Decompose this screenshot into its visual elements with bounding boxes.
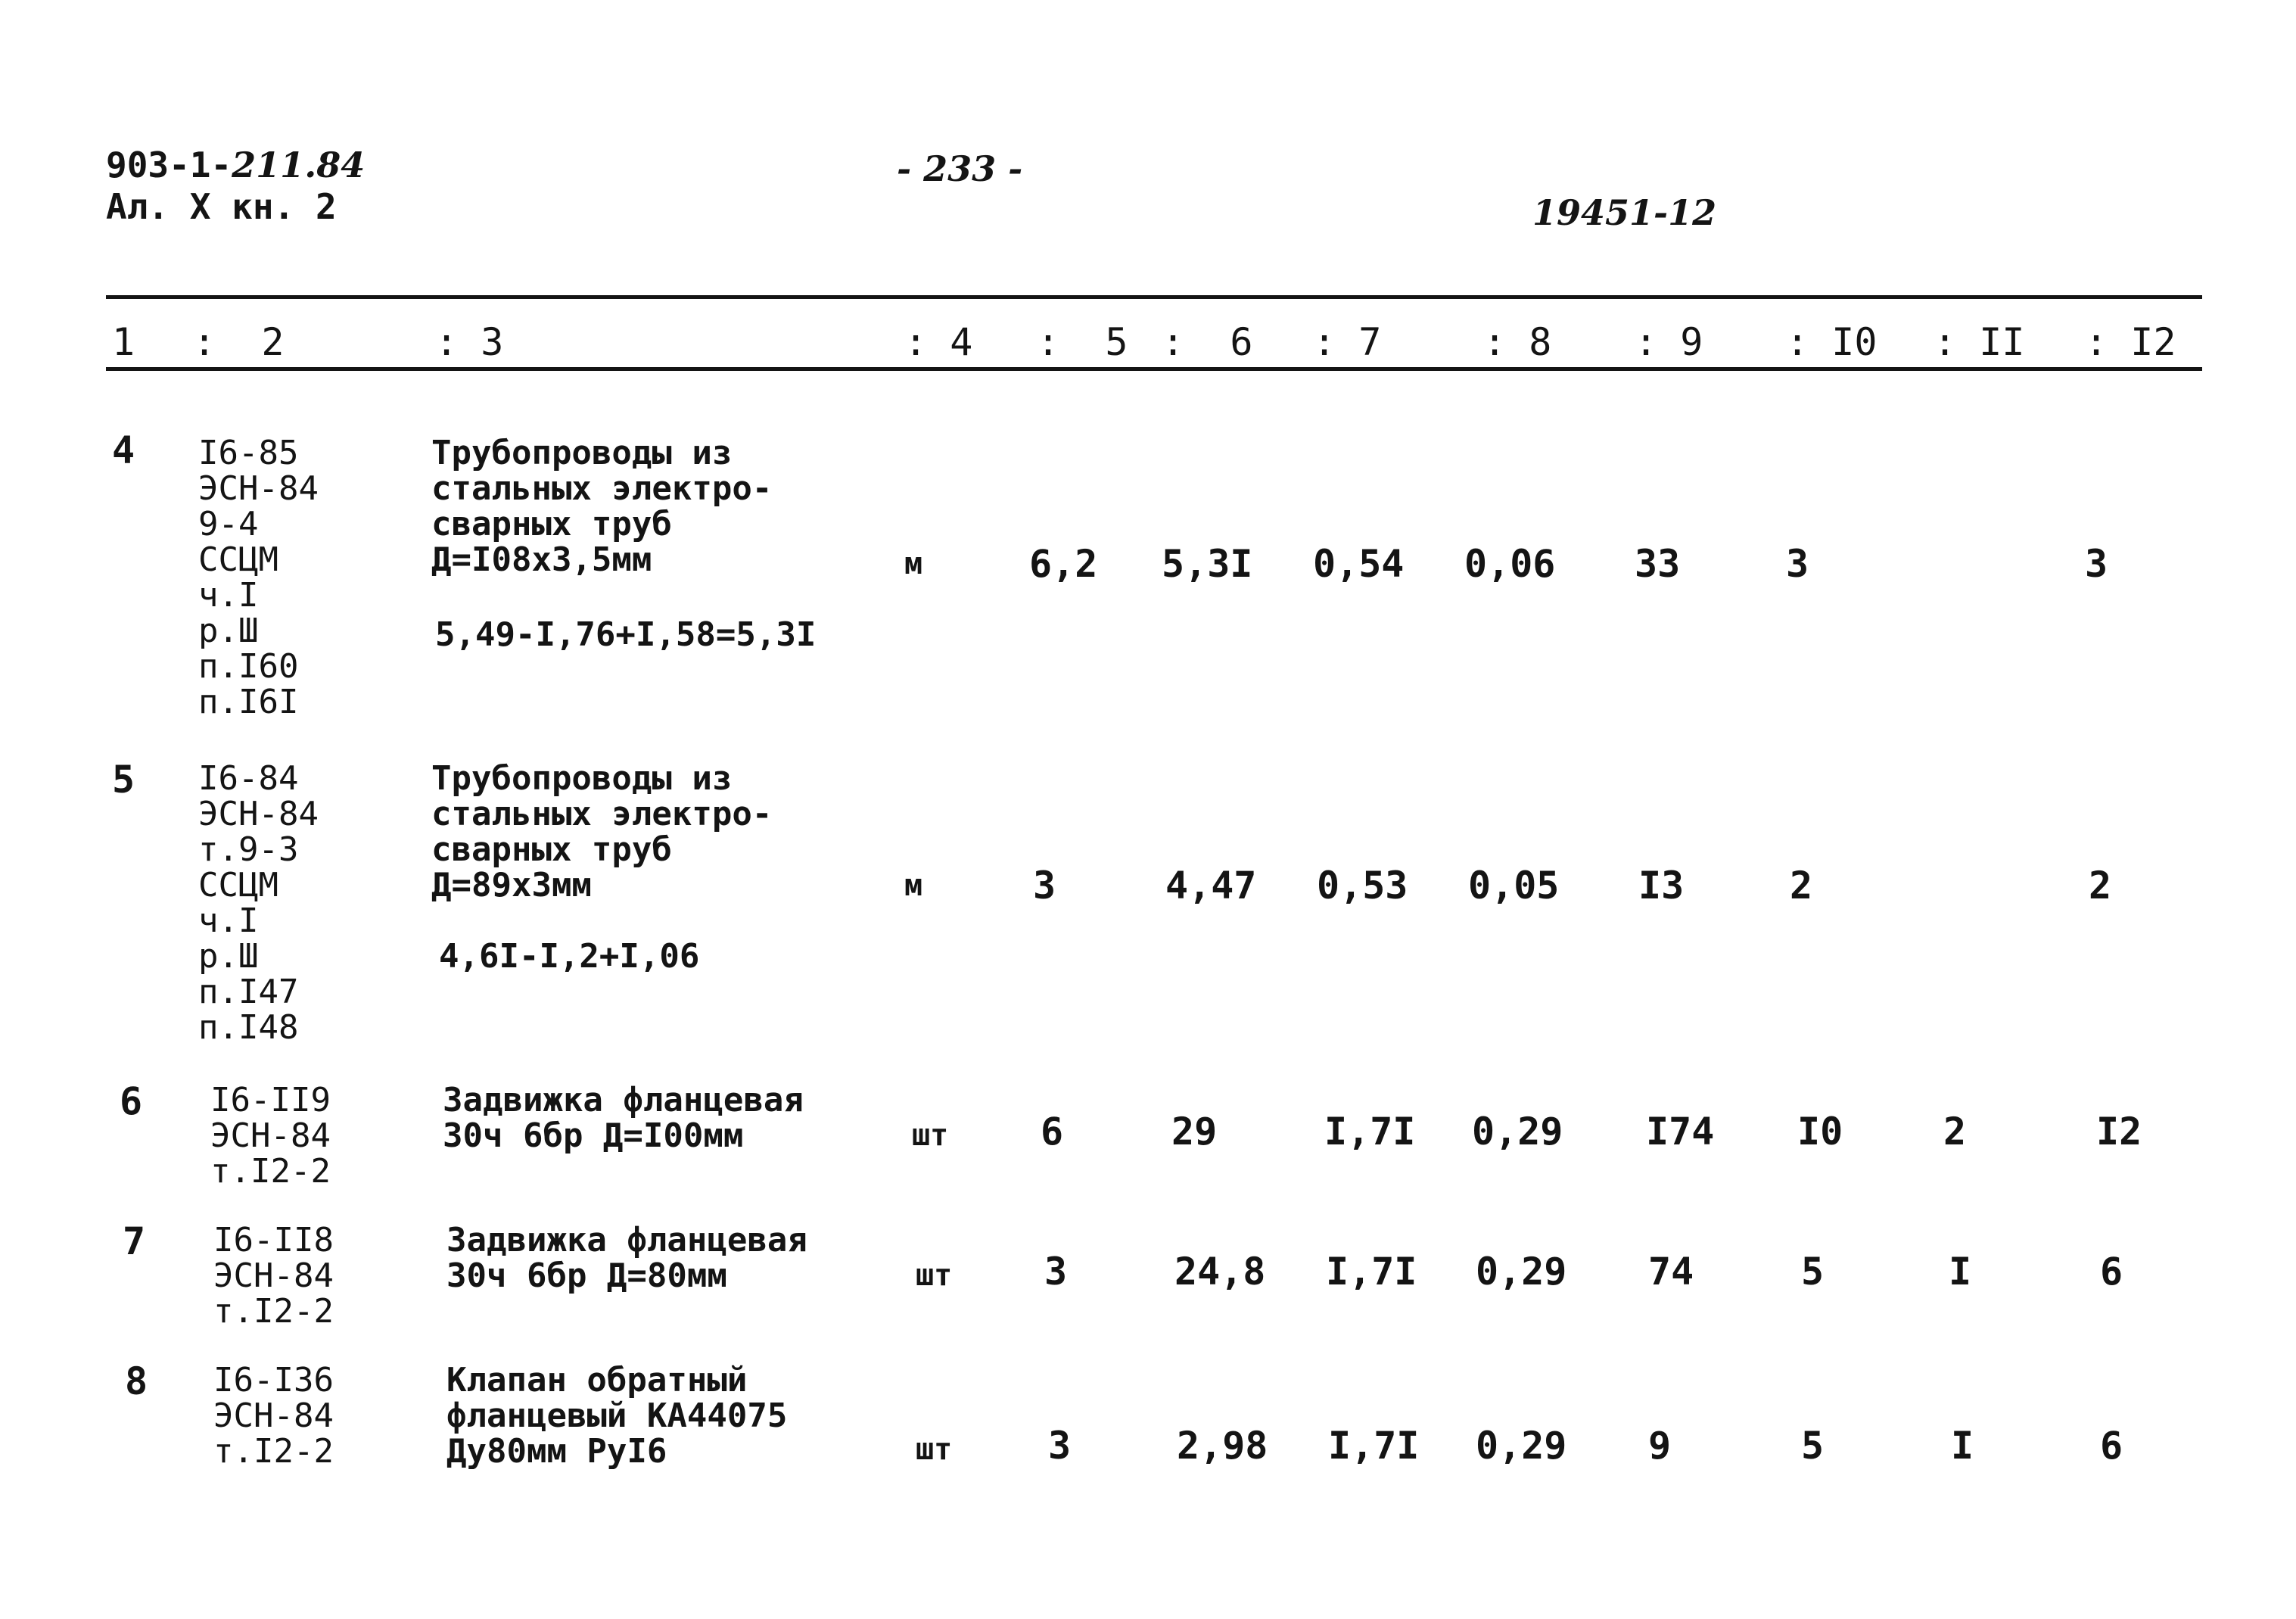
doc-code xyxy=(106,145,366,185)
row-unit: шт xyxy=(916,1258,953,1293)
row-col7: I,7I xyxy=(1326,1250,1417,1294)
row-number: 8 xyxy=(125,1359,148,1403)
row-unit: шт xyxy=(912,1118,949,1153)
column-number: 1 xyxy=(112,320,135,364)
column-number: : 4 xyxy=(904,320,973,364)
column-number: : 6 xyxy=(1162,320,1253,364)
row-formula: 5,49-I,76+I,58=5,3I xyxy=(435,615,817,654)
row-col9: 33 xyxy=(1635,542,1681,586)
row-name: Задвижка фланцевая 30ч 6бр Д=I00мм xyxy=(443,1081,804,1155)
row-col9: I3 xyxy=(1638,864,1685,908)
column-number: : 5 xyxy=(1037,320,1128,364)
column-number: : 8 xyxy=(1483,320,1552,364)
row-name: Трубопроводы из стальных электро- сварных труб Д=89х3мм xyxy=(431,759,773,904)
row-col6: 4,47 xyxy=(1165,864,1257,908)
row-col10: 5 xyxy=(1801,1424,1825,1468)
row-col7: 0,53 xyxy=(1317,864,1408,908)
row-name: Задвижка фланцевая 30ч 6бр Д=80мм xyxy=(446,1221,807,1295)
row-col5: 3 xyxy=(1048,1424,1072,1468)
row-code: I6-84 ЭСН-84 т.9-3 ССЦМ ч.I р.Ш п.I47 п.I48 xyxy=(198,759,319,1047)
row-number: 6 xyxy=(120,1079,143,1123)
row-number: 4 xyxy=(112,428,135,472)
row-code: I6-II9 ЭСН-84 т.I2-2 xyxy=(210,1081,331,1191)
column-number: : I0 xyxy=(1786,320,1878,364)
header-bottom-rule xyxy=(106,367,2202,371)
row-col10: 2 xyxy=(1790,864,1813,908)
row-code: I6-85 ЭСН-84 9-4 ССЦМ ч.I р.Ш п.I60 п.I6I xyxy=(198,434,319,721)
row-col6: 24,8 xyxy=(1174,1250,1266,1294)
row-col5: 3 xyxy=(1044,1250,1068,1294)
row-col10: I0 xyxy=(1797,1110,1843,1154)
row-code: I6-II8 ЭСН-84 т.I2-2 xyxy=(213,1221,334,1331)
row-col11: I xyxy=(1949,1250,1972,1294)
column-number: : 7 xyxy=(1313,320,1382,364)
row-col5: 6,2 xyxy=(1029,542,1098,586)
doc-code-handwritten: 211.84 xyxy=(232,145,366,185)
row-col12: 3 xyxy=(2085,542,2108,586)
row-col12: 2 xyxy=(2089,864,2112,908)
row-unit: м xyxy=(904,868,923,903)
row-col7: I,7I xyxy=(1328,1424,1420,1468)
archive-number: 19451-12 xyxy=(1532,192,1717,233)
row-col8: 0,05 xyxy=(1468,864,1560,908)
row-unit: м xyxy=(904,546,923,581)
row-col6: 2,98 xyxy=(1177,1424,1268,1468)
row-unit: шт xyxy=(916,1432,953,1467)
row-col7: I,7I xyxy=(1324,1110,1416,1154)
row-col12: 6 xyxy=(2100,1424,2123,1468)
row-name: Трубопроводы из стальных электро- сварных труб Д=I08х3,5мм xyxy=(431,434,773,579)
row-col9: 74 xyxy=(1648,1250,1694,1294)
row-col10: 3 xyxy=(1786,542,1809,586)
row-col7: 0,54 xyxy=(1313,542,1405,586)
row-col9: I74 xyxy=(1646,1110,1715,1154)
row-col8: 0,29 xyxy=(1476,1250,1567,1294)
row-col6: 5,3I xyxy=(1162,542,1253,586)
row-col11: I xyxy=(1951,1424,1974,1468)
row-col6: 29 xyxy=(1171,1110,1218,1154)
row-code: I6-I36 ЭСН-84 т.I2-2 xyxy=(213,1361,334,1471)
volume-label: Ал. X кн. 2 xyxy=(106,186,337,227)
row-number: 7 xyxy=(123,1219,146,1263)
column-number: : 2 xyxy=(193,320,285,364)
row-col11: 2 xyxy=(1943,1110,1967,1154)
row-name: Клапан обратный фланцевый КА44075 Ду80мм РуI6 xyxy=(446,1361,788,1471)
row-col10: 5 xyxy=(1801,1250,1825,1294)
row-number: 5 xyxy=(112,758,135,802)
row-col8: 0,06 xyxy=(1464,542,1556,586)
column-number: : II xyxy=(1934,320,2025,364)
row-col12: I2 xyxy=(2096,1110,2142,1154)
column-number: : I2 xyxy=(2085,320,2176,364)
row-col5: 3 xyxy=(1033,864,1056,908)
doc-code-printed: 903-1- xyxy=(106,145,232,185)
row-formula: 4,6I-I,2+I,06 xyxy=(439,937,700,976)
row-col9: 9 xyxy=(1648,1424,1672,1468)
row-col8: 0,29 xyxy=(1472,1110,1563,1154)
row-col5: 6 xyxy=(1041,1110,1064,1154)
row-col12: 6 xyxy=(2100,1250,2123,1294)
column-number: : 3 xyxy=(435,320,504,364)
top-rule xyxy=(106,295,2202,299)
page-number: - 233 - xyxy=(897,148,1023,189)
row-col8: 0,29 xyxy=(1476,1424,1567,1468)
column-number: : 9 xyxy=(1635,320,1703,364)
